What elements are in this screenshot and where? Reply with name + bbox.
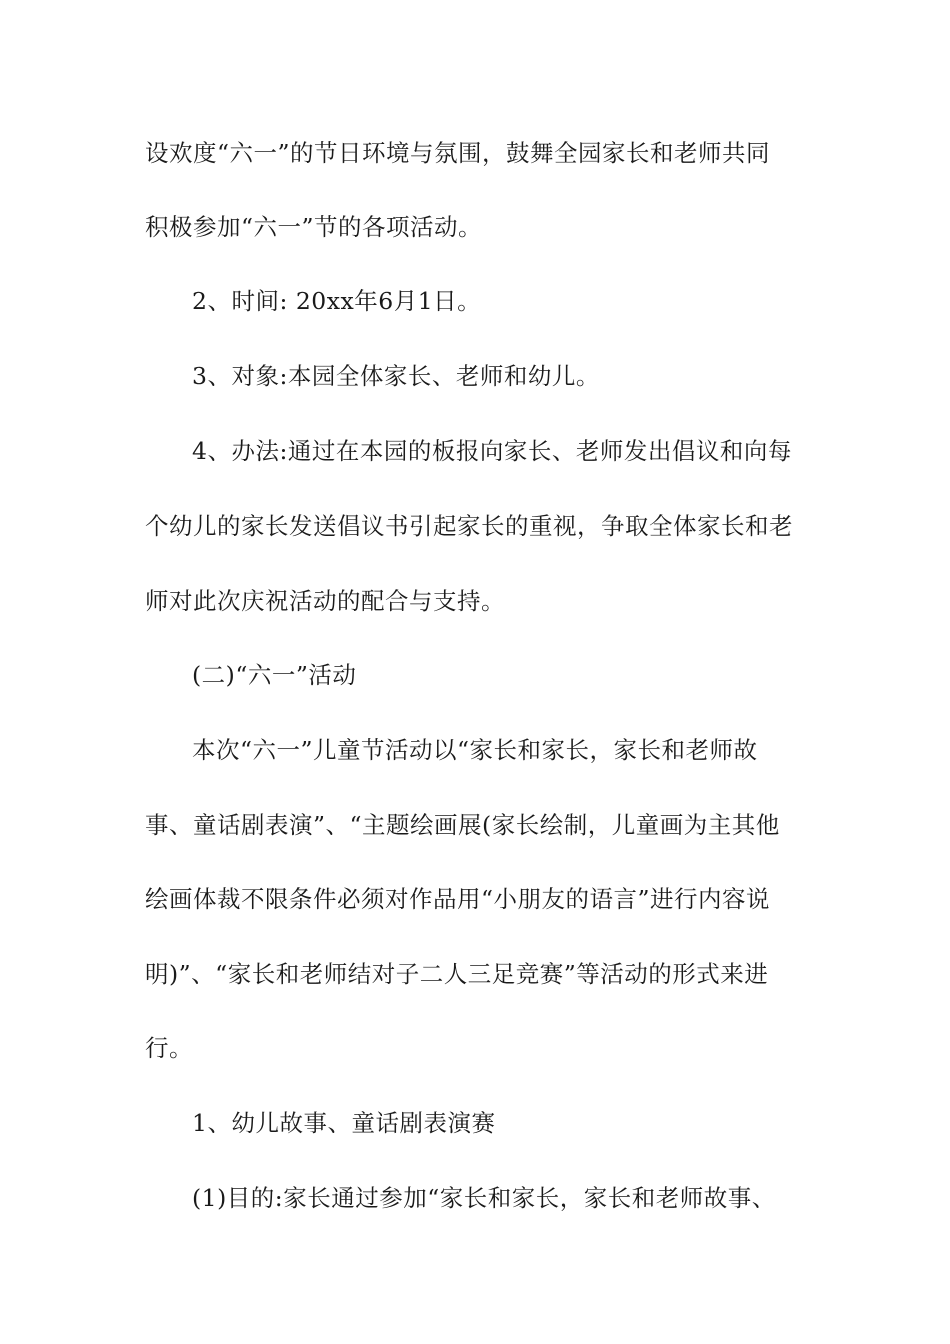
paragraph-line: 明)”、“家长和老师结对子二人三足竞赛”等活动的形式来进 [145, 960, 769, 988]
subsection-heading: 1、幼儿故事、童话剧表演赛 [192, 1109, 496, 1137]
paragraph-line: 绘画体裁不限条件必须对作品用“小朋友的语言”进行内容说 [145, 885, 771, 913]
paragraph-line: 事、童话剧表演”、“主题绘画展(家长绘制，儿童画为主其他 [145, 811, 780, 839]
paragraph-line: 行。 [145, 1034, 193, 1062]
paragraph-line: 本次“六一”儿童节活动以“家长和家长，家长和老师故 [192, 736, 758, 764]
paragraph-line: (1)目的:家长通过参加“家长和家长，家长和老师故事、 [192, 1184, 776, 1212]
paragraph-line: 个幼儿的家长发送倡议书引起家长的重视，争取全体家长和老 [145, 512, 793, 540]
list-item-method: 4、办法:通过在本园的板报向家长、老师发出倡议和向每 [192, 437, 792, 465]
paragraph-line: 设欢度“六一”的节日环境与氛围，鼓舞全园家长和老师共同 [145, 139, 771, 167]
paragraph-line: 师对此次庆祝活动的配合与支持。 [145, 587, 505, 615]
list-item-time: 2、时间: 20xx年6月1日。 [192, 287, 482, 315]
section-heading: (二)“六一”活动 [192, 661, 357, 689]
paragraph-line: 积极参加“六一”节的各项活动。 [145, 213, 483, 241]
list-item-target: 3、对象:本园全体家长、老师和幼儿。 [192, 362, 600, 390]
